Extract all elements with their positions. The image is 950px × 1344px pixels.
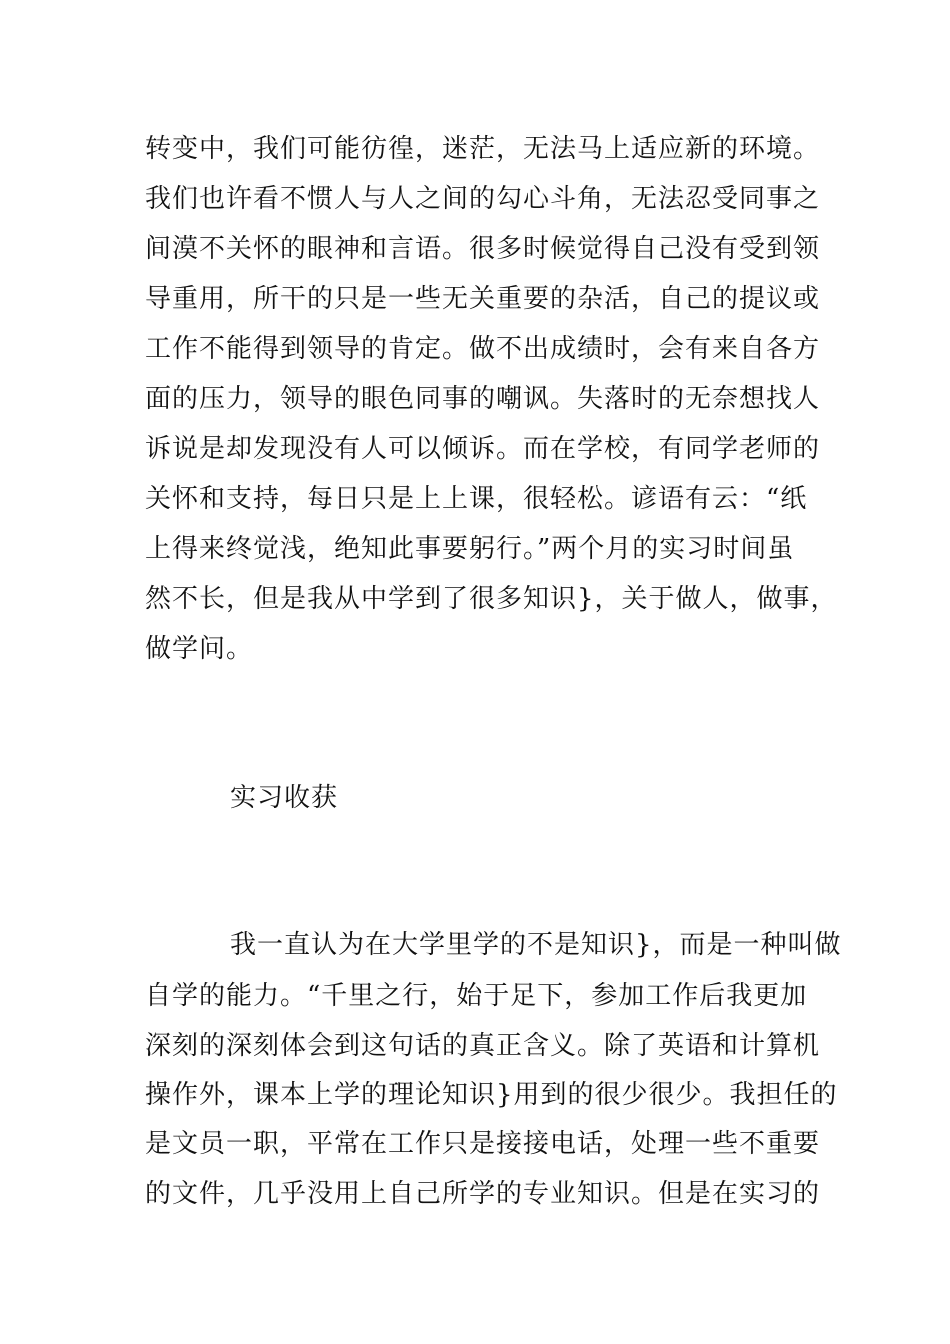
paragraph-1-line-6: 面的压力，领导的眼色同事的嘲讽。失落时的无奈想找人 [145, 384, 821, 414]
paragraph-1-line-7: 诉说是却发现没有人可以倾诉。而在学校，有同学老师的 [145, 434, 821, 464]
paragraph-2-line-4: 操作外，课本上学的理论知识}用到的很少很少。我担任的 [145, 1080, 838, 1110]
paragraph-2-line-5: 是文员一职，平常在工作只是接接电话，处理一些不重要 [145, 1129, 821, 1159]
paragraph-1-line-9: 上得来终觉浅，绝知此事要躬行。”两个月的实习时间虽 [145, 534, 795, 564]
paragraph-2-line-3: 深刻的深刻体会到这句话的真正含义。除了英语和计算机 [145, 1031, 821, 1061]
paragraph-2-line-1: 我一直认为在大学里学的不是知识}，而是一种叫做 [230, 930, 842, 960]
paragraph-2-line-6: 的文件，几乎没用上自己所学的专业知识。但是在实习的 [145, 1179, 821, 1209]
paragraph-1-line-3: 间漠不关怀的眼神和言语。很多时候觉得自己没有受到领 [145, 234, 821, 264]
paragraph-1-line-10: 然不长，但是我从中学到了很多知识}，关于做人，做事， [145, 584, 838, 614]
section-heading: 实习收获 [230, 783, 339, 813]
paragraph-2-line-2: 自学的能力。“千里之行，始于足下，参加工作后我更加 [145, 981, 808, 1011]
paragraph-1-line-1: 转变中，我们可能彷徨，迷茫，无法马上适应新的环境。 [145, 134, 821, 164]
paragraph-1-line-5: 工作不能得到领导的肯定。做不出成绩时，会有来自各方 [145, 334, 821, 364]
paragraph-1-line-11: 做学问。 [145, 634, 254, 664]
paragraph-1-line-2: 我们也许看不惯人与人之间的勾心斗角，无法忍受同事之 [145, 184, 821, 214]
paragraph-1-line-8: 关怀和支持，每日只是上上课，很轻松。谚语有云：“纸 [145, 484, 808, 514]
paragraph-1-line-4: 导重用，所干的只是一些无关重要的杂活，自己的提议或 [145, 284, 821, 314]
